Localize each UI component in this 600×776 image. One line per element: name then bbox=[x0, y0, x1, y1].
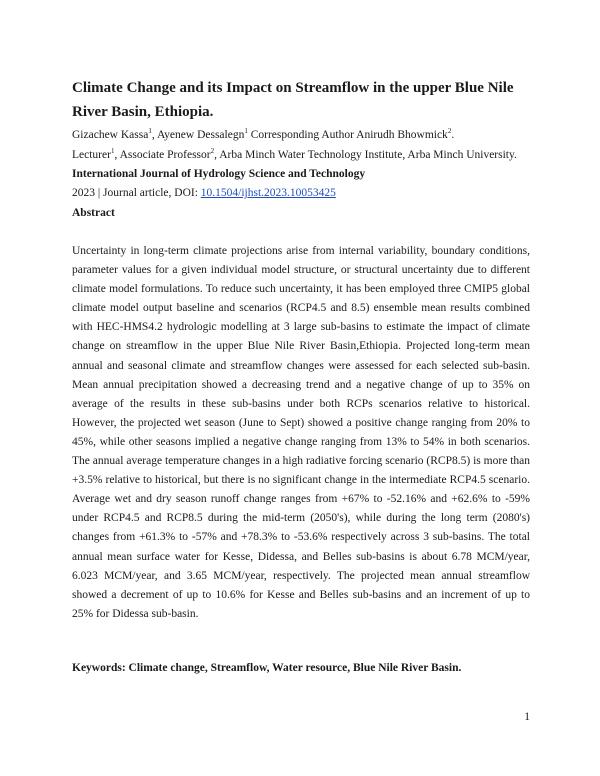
author-line-end: . bbox=[451, 129, 455, 141]
doi-link[interactable]: 10.1504/ijhst.2023.10053425 bbox=[200, 187, 336, 199]
corresponding-author: Corresponding Author Anirudh Bhowmick bbox=[250, 129, 448, 141]
year-type-label: 2023 | Journal article, DOI: bbox=[72, 187, 201, 199]
abstract-body: Uncertainty in long-term climate projections arise from internal variability, boundary conditions, parameter values for a given individual model structure, or structural uncertainty due to different climate model formulations. To reduce such uncertainty, it has been employed three CMIP5 global climate model output baseline and scenarios (RCP4.5 and 8.5) ensemble mean results combined with HEC-HMS4.2 hydrologic modelling at 3 large sub-basins to estimate the impact of climate change on streamflow in the upper Blue Nile River Basin,Ethiopia. Projected long-term mean annual and seasonal climate and streamflow changes were assessed for each selected sub-basin. Mean annual precipitation showed a decreasing trend and a negative change of up to 35% on average of the results in these sub-basins under both RCPs scenarios relative to historical. However, the projected wet season (June to Sept) showed a positive change ranging from 20% to 45%, while other seasons implied a negative change ranging from 13% to 54% in both scenarios. The annual average temperature changes in a high radiative forcing scenario (RCP8.5) is more than +3.5% relative to historical, but there is no significant change in the intermediate RCP4.5 scenario. Average wet and dry season runoff change ranges from +67% to -52.16% and +62.6% to -59% under RCP4.5 and RCP8.5 during the mid-term (2050's), while during the long term (2080's) changes from +61.3% to -57% and +78.3% to -53.6% respectively across 3 sub-basins. The total annual mean surface water for Kesse, Didessa, and Belles sub-basins is about 6.78 MCM/year, 6.023 MCM/year, and 3.65 MCM/year, respectively. The projected mean annual streamflow showed a decrement of up to 10.6% for Kesse and Belles sub-basins and an increment of up to 25% for Didessa sub-basin. bbox=[72, 245, 530, 620]
author-line: Gizachew Kassa$^1$, Ayenew Dessalegn$^1$ Corresponding Author Anirudh Bhowmick$^2$. bbox=[72, 127, 455, 141]
affiliation-line: Lecturer$^1$, Associate Professor$^2$, Arba Minch Water Technology Institute, Arba Minch University. bbox=[72, 147, 517, 161]
abstract-heading: Abstract bbox=[72, 207, 115, 219]
affiliation-marker: 1 bbox=[148, 127, 152, 136]
author-name: Ayenew Dessalegn bbox=[156, 129, 245, 141]
keywords-line: Keywords: Climate change, Streamflow, Water resource, Blue Nile River Basin. bbox=[72, 662, 462, 674]
affiliation-marker: 2 bbox=[210, 147, 215, 156]
author-name: Gizachew Kassa bbox=[72, 129, 149, 141]
institution-names: Arba Minch Water Technology Institute, Arba Minch University. bbox=[219, 149, 517, 161]
affiliation-marker: 1 bbox=[244, 127, 248, 136]
publication-meta bbox=[72, 185, 532, 202]
role-lecturer: Lecturer bbox=[72, 149, 111, 161]
affiliation-marker: 2 bbox=[447, 127, 452, 136]
role-associate-professor: Associate Professor bbox=[119, 149, 211, 161]
page-number: 1 bbox=[524, 711, 530, 723]
affiliation-marker: 1 bbox=[110, 147, 115, 156]
paper-title: Climate Change and its Impact on Streamflow in the upper Blue Nile River Basin, Ethiopia. bbox=[72, 80, 514, 120]
journal-name: International Journal of Hydrology Science and Technology bbox=[72, 168, 366, 180]
